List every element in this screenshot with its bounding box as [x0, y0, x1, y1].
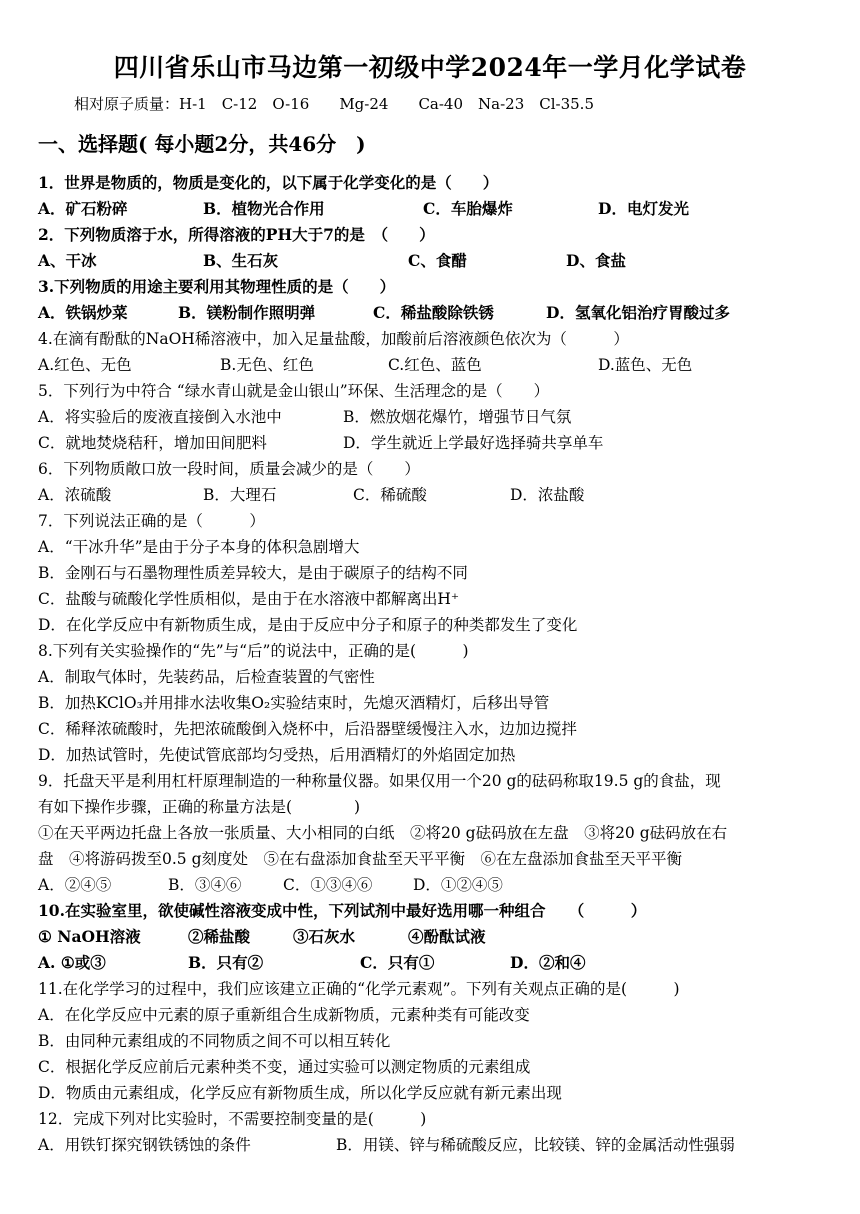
option-c: C．车胎爆炸 — [423, 199, 513, 218]
question-7-option-c: C．盐酸与硫酸化学性质相似，是由于在水溶液中都解离出H⁺ — [38, 590, 460, 608]
option-c: C．就地焚烧秸秆，增加田间肥料 — [38, 434, 267, 452]
option-a: A．浓硫酸 — [38, 486, 112, 504]
option-c: C.红色、蓝色 — [388, 356, 482, 374]
question-9-steps-line-1: ①在天平两边托盘上各放一张质量、大小相同的白纸 ②将20 g砝码放在左盘 ③将20 g砝码放在右 — [38, 824, 728, 842]
option-a: A．用铁钉探究钢铁锈蚀的条件 — [38, 1136, 251, 1154]
question-2-stem: 2．下列物质溶于水，所得溶液的PH大于7的是 （ ） — [38, 225, 435, 244]
option-d: D.蓝色、无色 — [598, 356, 693, 374]
option-b: B．用镁、锌与稀硫酸反应，比较镁、锌的金属活动性强弱 — [336, 1136, 735, 1154]
option-c: C．①③④⑥ — [283, 876, 373, 894]
option-c: C、食醋 — [408, 251, 467, 270]
option-a: A.红色、无色 — [38, 356, 132, 374]
question-9-stem-line-2: 有如下操作步骤，正确的称量方法是( ) — [38, 798, 361, 816]
option-d: D．①②④⑤ — [413, 876, 503, 894]
option-d: D．学生就近上学最好选择骑共享单车 — [343, 434, 604, 452]
question-8-stem: 8.下列有关实验操作的“先”与“后”的说法中，正确的是( ) — [38, 642, 469, 660]
question-9-stem-line-1: 9．托盘天平是利用杠杆原理制造的一种称量仪器。如果仅用一个20 g的砝码称取19.5 g的食盐，现 — [38, 772, 721, 790]
reagent-item: ③石灰水 — [293, 927, 356, 946]
option-a: A．矿石粉碎 — [38, 199, 128, 218]
exam-title: 四川省乐山市马边第一初级中学2024年一学月化学试卷 — [113, 53, 747, 82]
question-7-option-d: D．在化学反应中有新物质生成，是由于反应中分子和原子的种类都发生了变化 — [38, 616, 578, 634]
question-3-stem: 3.下列物质的用途主要利用其物理性质的是（ ） — [38, 277, 396, 296]
question-11-option-c: C．根据化学反应前后元素种类不变，通过实验可以测定物质的元素组成 — [38, 1058, 531, 1076]
option-a: A、干冰 — [38, 251, 97, 270]
question-7-stem: 7．下列说法正确的是（ ） — [38, 512, 265, 530]
option-d: D．电灯发光 — [598, 199, 689, 218]
option-b: B．镁粉制作照明弹 — [178, 303, 316, 322]
reagent-item: ④酚酞试液 — [408, 927, 486, 946]
option-a: A．铁锅炒菜 — [38, 303, 128, 322]
question-9-steps-line-2: 盘 ④将游码拨至0.5 g刻度处 ⑤在右盘添加食盐至天平平衡 ⑥在左盘添加食盐至天平平衡 — [38, 850, 683, 868]
option-b: B．植物光合作用 — [203, 199, 325, 218]
option-a: A．将实验后的废液直接倒入水池中 — [38, 408, 282, 426]
question-11-option-d: D．物质由元素组成，化学反应有新物质生成，所以化学反应就有新元素出现 — [38, 1084, 562, 1102]
question-7-option-a: A．“干冰升华”是由于分子本身的体积急剧增大 — [38, 538, 360, 556]
option-d: D．浓盐酸 — [510, 486, 585, 504]
question-10-stem: 10.在实验室里，欲使碱性溶液变成中性，下列试剂中最好选用哪一种组合 （ ） — [38, 901, 647, 920]
option-b: B.无色、红色 — [220, 356, 314, 374]
question-11-option-a: A．在化学反应中元素的原子重新组合生成新物质，元素种类有可能改变 — [38, 1006, 530, 1024]
option-d: D．②和④ — [510, 953, 586, 972]
question-11-option-b: B．由同种元素组成的不同物质之间不可以相互转化 — [38, 1032, 391, 1050]
option-a: A．②④⑤ — [38, 876, 112, 894]
option-b: B．大理石 — [203, 486, 277, 504]
reagent-item: ① NaOH溶液 — [38, 927, 141, 946]
option-c: C．只有① — [360, 953, 435, 972]
option-c: C．稀盐酸除铁锈 — [373, 303, 494, 322]
reagent-item: ②稀盐酸 — [188, 927, 251, 946]
option-d: D．氢氧化铝治疗胃酸过多 — [546, 303, 730, 322]
question-6-stem: 6．下列物质敞口放一段时间，质量会减少的是（ ） — [38, 460, 420, 478]
question-11-stem: 11.在化学学习的过程中，我们应该建立正确的“化学元素观”。下列有关观点正确的是( ) — [38, 980, 680, 998]
atomic-masses-line: 相对原子质量：H-1 C-12 O-16 Mg-24 Ca-40 Na-23 Cl-35.5 — [74, 95, 594, 113]
question-8-option-d: D．加热试管时，先使试管底部均匀受热，后用酒精灯的外焰固定加热 — [38, 746, 516, 764]
question-7-option-b: B．金刚石与石墨物理性质差异较大，是由于碳原子的结构不同 — [38, 564, 468, 582]
option-c: C．稀硫酸 — [353, 486, 427, 504]
question-8-option-b: B．加热KClO₃并用排水法收集O₂实验结束时，先熄灭酒精灯，后移出导管 — [38, 694, 550, 712]
question-12-stem: 12．完成下列对比实验时，不需要控制变量的是( ) — [38, 1110, 427, 1128]
option-a: A. ①或③ — [38, 953, 106, 972]
question-8-option-c: C．稀释浓硫酸时，先把浓硫酸倒入烧杯中，后沿器壁缓慢注入水，边加边搅拌 — [38, 720, 577, 738]
question-5-stem: 5．下列行为中符合 “绿水青山就是金山银山”环保、生活理念的是（ ） — [38, 382, 550, 400]
option-b: B．只有② — [188, 953, 264, 972]
option-b: B、生石灰 — [203, 251, 279, 270]
question-1-stem: 1．世界是物质的，物质是变化的，以下属于化学变化的是（ ） — [38, 173, 499, 192]
question-4-stem: 4.在滴有酚酞的NaOH稀溶液中，加入足量盐酸，加酸前后溶液颜色依次为（ ） — [38, 330, 629, 348]
section-heading: 一、选择题( 每小题2分，共46分 ) — [38, 132, 366, 156]
option-d: D、食盐 — [566, 251, 626, 270]
option-b: B．③④⑥ — [168, 876, 242, 894]
question-8-option-a: A．制取气体时，先装药品，后检查装置的气密性 — [38, 668, 375, 686]
option-b: B．燃放烟花爆竹，增强节日气氛 — [343, 408, 572, 426]
